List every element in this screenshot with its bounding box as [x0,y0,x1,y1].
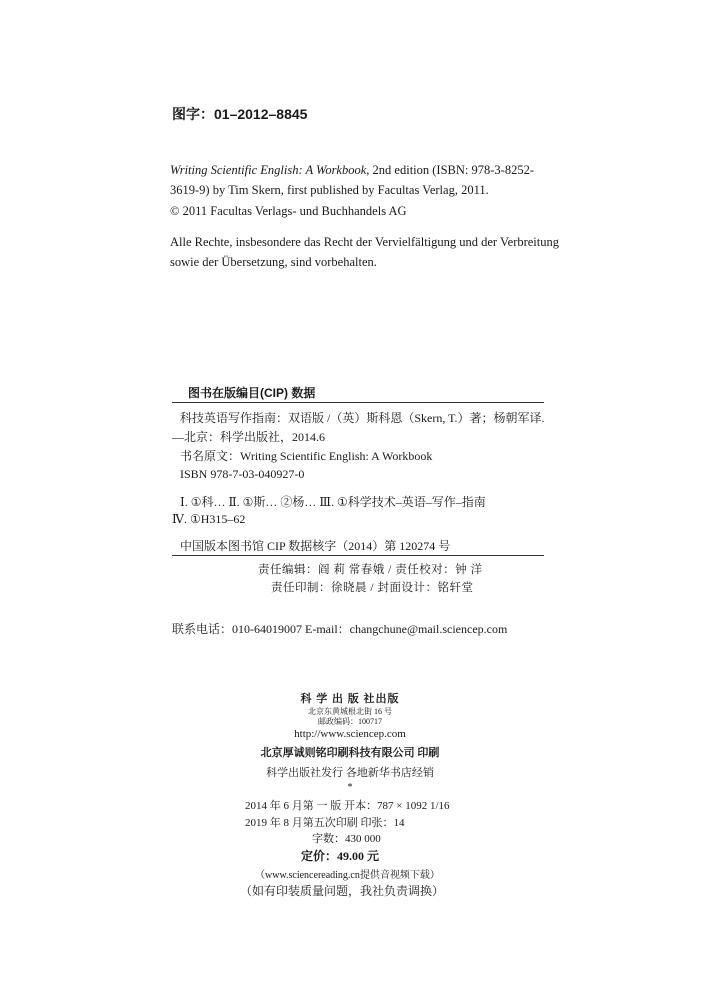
publisher-name: 科 学 出 版 社出版 [300,693,400,705]
word-count: 字数：430 000 [312,833,381,845]
cip-bottom-rule [172,555,544,556]
edition-line: 2014 年 6 月第 一 版 开本：787 × 1092 1/16 [245,800,450,812]
printing-line: 2019 年 8 月第五次印刷 印张：14 [245,817,405,829]
printer-line: 北京厚诚则铭印刷科技有限公司 印刷 [260,747,440,759]
copyright-line: © 2011 Facultas Verlags- und Buchhandels AG [170,204,407,218]
cip-original-title: 书名原文：Writing Scientific English: A Workbook [180,449,433,463]
price: 定价：49.00 元 [301,849,380,863]
contact-info: 联系电话：010-64019007 E-mail：changchune@mail.sciencep.com [172,622,508,636]
quality-note: （如有印装质量问题，我社负责调换） [240,884,445,898]
editors-line: 责任编辑：阎 莉 常春娥 / 责任校对：钟 洋 [258,564,483,576]
rights-statement: Alle Rechte, insbesondere das Recht der Vervielfältigung und der Verbreitung sowie der Übersetzung, sind vorbehalten. [170,235,560,269]
cip-classification: Ⅳ. ①H315–62 [172,512,246,526]
contract-number: 图字：01–2012–8845 [172,106,308,122]
cip-top-rule [172,402,544,403]
publisher-url: http://www.sciencep.com [294,728,406,740]
cip-publisher-line: —北京：科学出版社，2014.6 [172,430,326,444]
cip-heading: 图书在版编目(CIP) 数据 [188,386,316,400]
publisher-postcode: 邮政编码：100717 [318,717,382,726]
download-note: （www.sciencereading.cn提供音视频下载） [255,870,440,881]
source-citation [170,160,558,200]
publisher-address: 北京东黄城根北街 16 号 [308,707,392,716]
cip-verification: 中国版本图书馆 CIP 数据核字（2014）第 120274 号 [180,539,451,553]
distribution-line: 科学出版社发行 各地新华书店经销 [266,767,434,779]
production-line: 责任印制：徐晓晨 / 封面设计：铭轩堂 [271,582,474,594]
cip-title-line: 科技英语写作指南：双语版 /（英）斯科恩（Skern, T.）著；杨朝军译. [180,411,545,425]
cip-isbn: ISBN 978-7-03-040927-0 [180,467,305,481]
source-book-title: Writing Scientific English: A Workbook [170,163,367,177]
source-details: , 2nd edition (ISBN: 978-3-8252-3619-9) by Tim Skern, first published by Facultas Verlag, 2011. [170,163,534,197]
cip-subject-line: Ⅰ. ①科… Ⅱ. ①斯… ②杨… Ⅲ. ①科学技术–英语–写作–指南 [180,495,486,509]
separator-star: * [347,782,353,793]
